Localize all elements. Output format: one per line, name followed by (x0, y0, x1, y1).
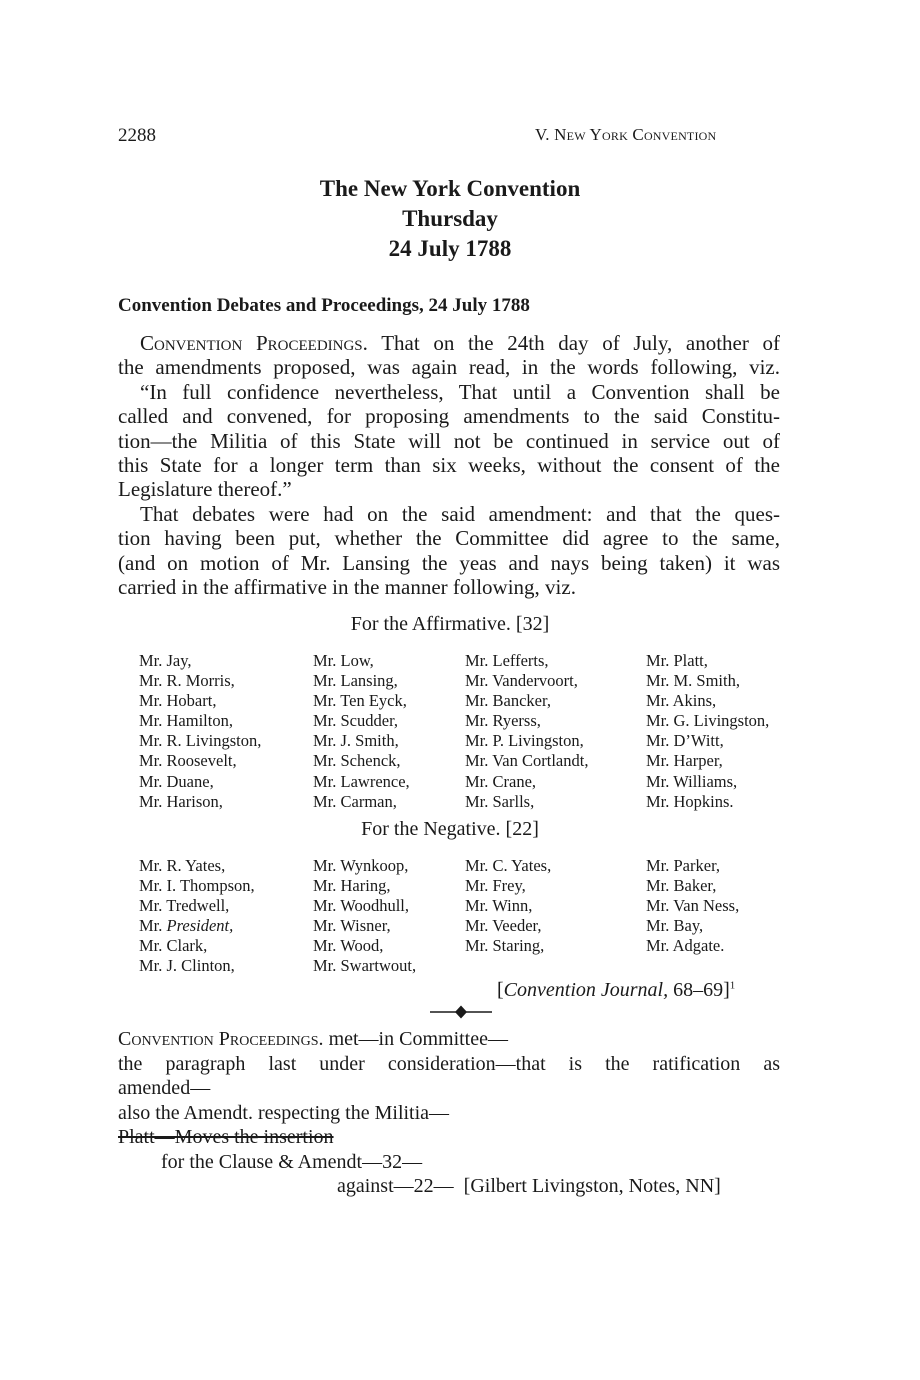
quote-line: tion—the Militia of this State will not be continued in service out of (118, 428, 780, 453)
section-divider-ornament (430, 1004, 492, 1020)
roster-column (465, 856, 551, 956)
delegate-name: Mr. Woodhull, (313, 896, 410, 916)
delegate-name: Mr. M. Smith, (646, 671, 740, 691)
paragraph-proceedings (118, 331, 780, 380)
affirmative-roster (139, 651, 789, 816)
delegate-name: Mr. Van Ness, (646, 896, 740, 916)
title-line-1: The New York Convention (319, 176, 581, 201)
delegate-name: Mr. G. Livingston, (646, 711, 770, 731)
roster-column (646, 651, 769, 812)
paragraph-line: carried in the affirmative in the manner following, viz. (118, 574, 576, 599)
quote-line: Legislature thereof.” (118, 477, 292, 502)
delegate-name: Mr. Wood, (313, 936, 384, 956)
paragraph-amendment-quote (118, 380, 780, 501)
delegate-name: Mr. I. Thompson, (139, 876, 255, 896)
document-title (0, 174, 900, 264)
affirmative-heading: For the Affirmative. [32] (350, 613, 550, 635)
delegate-name: Mr. Scudder, (313, 711, 399, 731)
delegate-name: Mr. Lawrence, (313, 771, 410, 791)
section-heading: Convention Debates and Proceedings, 24 July 1788 (118, 295, 530, 316)
delegate-name: Mr. Van Cortlandt, (465, 751, 589, 771)
paragraph-line: (and on motion of Mr. Lansing the yeas and nays being taken) it was (118, 550, 780, 575)
paragraph-line: That debates were had on the said amendment: and that the ques- (140, 502, 780, 526)
delegate-name: Mr. Haring, (313, 876, 391, 896)
delegate-name: Mr. Parker, (646, 856, 721, 875)
delegate-name: Mr. Clark, (139, 936, 208, 956)
notes-line: amended— (118, 1077, 211, 1099)
roster-column (313, 651, 410, 812)
delegate-name: Mr. Staring, (465, 936, 545, 956)
delegate-name: Mr. Harper, (646, 751, 723, 771)
delegate-name: Mr. Jay, (139, 651, 192, 670)
delegate-name: Mr. Platt, (646, 651, 708, 670)
delegate-name: Mr. Williams, (646, 771, 738, 791)
delegate-name: Mr. Ryerss, (465, 711, 541, 731)
delegate-name: Mr. Harison, (139, 791, 223, 811)
delegate-name: Mr. Duane, (139, 771, 214, 791)
delegate-name: Mr. Hobart, (139, 691, 217, 711)
delegate-name: Mr. Schenck, (313, 751, 401, 771)
delegate-name: Mr. J. Clinton, (139, 956, 235, 976)
delegate-name: Mr. Lansing, (313, 671, 398, 691)
notes-line: for the Clause & Amendt—32— (161, 1150, 423, 1173)
delegate-name: Mr. C. Yates, (465, 856, 552, 875)
paragraph-line: tion having been put, whether the Committee did agree to the same, (118, 526, 780, 551)
source-citation: [Convention Journal, 68–69]$^1$ (497, 979, 736, 1001)
delegate-name: Mr. Crane, (465, 771, 537, 791)
roster-column (139, 856, 255, 977)
delegate-name: Mr. R. Livingston, (139, 731, 262, 751)
roster-column (313, 856, 416, 977)
delegate-name-president: Mr. President, (139, 916, 234, 936)
paragraph-line: the amendments proposed, was again read, in the words following, viz. (118, 355, 780, 380)
delegate-name: Mr. Adgate. (646, 936, 725, 956)
paragraph-debates (118, 502, 780, 599)
delegate-name: Mr. J. Smith, (313, 731, 399, 751)
delegate-name: Mr. Roosevelt, (139, 751, 237, 771)
roster-column (139, 651, 261, 812)
notes-line: the paragraph last under consideration—that is the ratification as (118, 1052, 780, 1075)
delegate-name: Mr. Baker, (646, 876, 717, 896)
delegate-name: Mr. D’Witt, (646, 731, 724, 751)
delegate-name: Mr. Bancker, (465, 691, 551, 711)
delegate-name: Mr. R. Morris, (139, 671, 235, 691)
roster-column (646, 856, 739, 956)
delegate-name: Mr. Hopkins. (646, 791, 734, 811)
delegate-name: Mr. Low, (313, 651, 374, 670)
citation-source: Convention Journal, (503, 979, 669, 1001)
quote-line: this State for a longer term than six weeks, without the consent of the (118, 452, 780, 477)
delegate-name: Mr. Sarlls, (465, 791, 535, 811)
delegate-name: Mr. Wisner, (313, 916, 391, 936)
delegate-name: Mr. Carman, (313, 791, 397, 811)
delegate-name: Mr. Ten Eyck, (313, 691, 407, 711)
delegate-name: Mr. Veeder, (465, 916, 542, 936)
delegate-name: Mr. Wynkoop, (313, 856, 409, 875)
proceedings-label: Convention Proceedings. (140, 331, 368, 355)
delegate-name: Mr. R. Yates, (139, 856, 226, 875)
delegate-name: Mr. Swartwout, (313, 956, 417, 976)
title-line-3: 24 July 1788 (388, 236, 512, 261)
page-number: 2288 (118, 125, 156, 146)
proceedings-label: Convention Proceedings. (118, 1028, 324, 1050)
struck-text: Platt—Moves the insertion (118, 1126, 334, 1148)
notes-line: also the Amendt. respecting the Militia— (118, 1101, 450, 1124)
negative-roster (139, 856, 789, 981)
running-head: V. New York Convention (535, 125, 717, 144)
livingston-notes (118, 1027, 780, 1199)
delegate-name: Mr. P. Livingston, (465, 731, 584, 751)
title-line-2: Thursday (402, 206, 498, 231)
delegate-name: Mr. Winn, (465, 896, 533, 916)
quote-line: “In full confidence nevertheless, That until a Convention shall be (140, 380, 780, 404)
delegate-name: Mr. Akins, (646, 691, 717, 711)
notes-line: against—22— [Gilbert Livingston, Notes, NN] (337, 1175, 721, 1197)
delegate-name: Mr. Frey, (465, 876, 526, 896)
paragraph-line: Convention Proceedings. That on the 24th day of July, another of (140, 331, 780, 355)
notes-source: [Gilbert Livingston, Notes, NN] (463, 1175, 721, 1197)
delegate-name: Mr. Tredwell, (139, 896, 230, 916)
roster-column (465, 651, 588, 812)
negative-heading: For the Negative. [22] (361, 818, 539, 840)
delegate-name: Mr. Vandervoort, (465, 671, 578, 691)
delegate-name: Mr. Hamilton, (139, 711, 233, 731)
notes-line: Convention Proceedings. met—in Committee— (118, 1028, 508, 1050)
quote-line: called and convened, for proposing amendments to the said Constitu- (118, 404, 780, 429)
delegate-name: Mr. Lefferts, (465, 651, 549, 670)
delegate-name: Mr. Bay, (646, 916, 704, 936)
diamond-rule-icon (430, 1004, 492, 1020)
footnote-marker: 1 (729, 979, 736, 992)
